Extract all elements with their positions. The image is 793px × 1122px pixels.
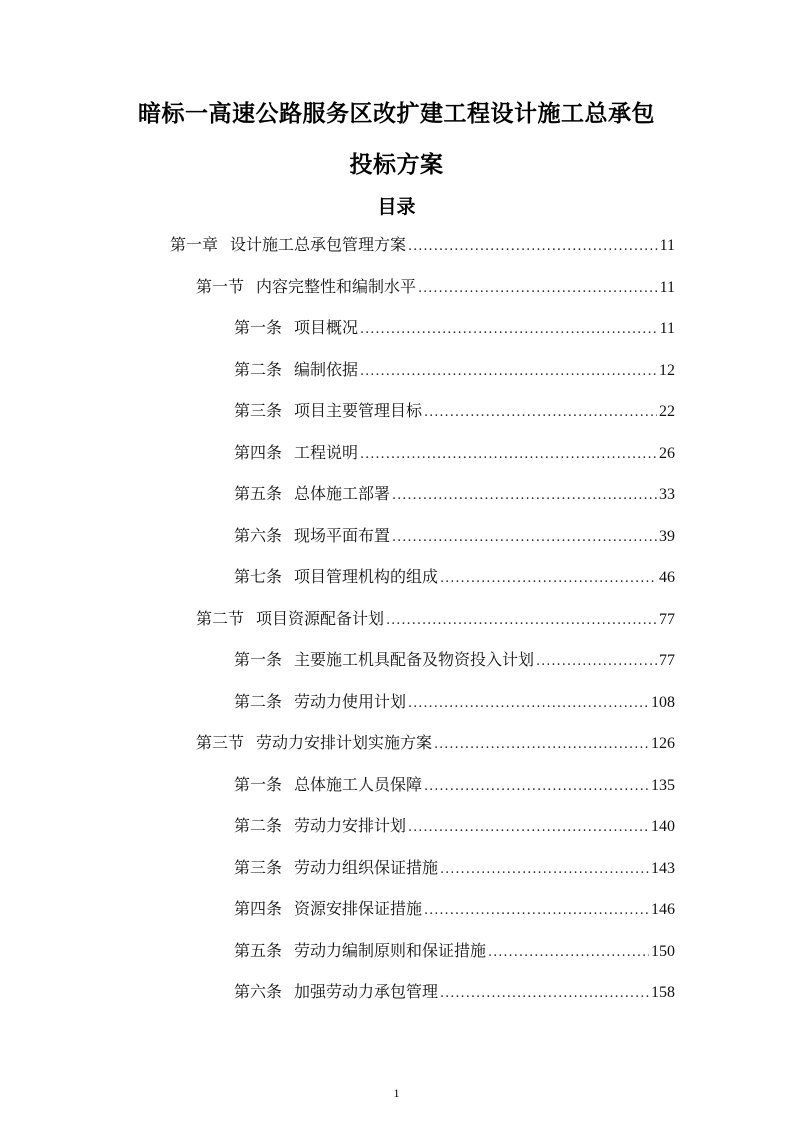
toc-entry-number: 第四条 <box>234 443 283 462</box>
toc-entry-title: 项目管理机构的组成 <box>294 567 439 586</box>
toc-entry-title: 设计施工总承包管理方案 <box>230 235 407 254</box>
toc-entry-title: 劳动力组织保证措施 <box>294 858 439 877</box>
toc-entry-page: 135 <box>651 777 675 794</box>
toc-entry-page: 150 <box>651 943 675 960</box>
toc-entry[interactable] <box>234 358 675 382</box>
toc-dot-leader <box>434 733 649 757</box>
toc-entry-title: 总体施工部署 <box>294 484 391 503</box>
toc-dot-leader <box>392 526 657 550</box>
toc-entry-number: 第二节 <box>196 609 245 628</box>
toc-entry-page: 46 <box>659 569 675 586</box>
toc-entry[interactable] <box>234 399 675 423</box>
toc-entry-title: 劳动力安排计划实施方案 <box>256 733 433 752</box>
toc-entry-number: 第一节 <box>196 277 245 296</box>
toc-entry-page: 12 <box>659 362 675 379</box>
toc-entry-page: 126 <box>651 735 675 752</box>
toc-dot-leader <box>360 318 658 342</box>
toc-heading: 目录 <box>377 196 416 218</box>
toc-entry-number: 第一章 <box>170 235 219 254</box>
toc-entry-page: 140 <box>651 818 675 835</box>
toc-entry-number: 第六条 <box>234 526 283 545</box>
toc-entry-number: 第一条 <box>234 650 283 669</box>
toc-entry-number: 第三条 <box>234 858 283 877</box>
toc-entry-page: 22 <box>659 403 675 420</box>
toc-entry-title: 现场平面布置 <box>294 526 391 545</box>
toc-entry-number: 第二条 <box>234 692 283 711</box>
toc-entry[interactable] <box>196 731 675 755</box>
toc-entry-number: 第三节 <box>196 733 245 752</box>
toc-entry[interactable] <box>234 980 675 1004</box>
toc-dot-leader <box>440 858 649 882</box>
toc-dot-leader <box>408 692 649 716</box>
toc-entry-page: 77 <box>659 652 675 669</box>
toc-entry-title: 劳动力安排计划 <box>294 816 407 835</box>
toc-dot-leader <box>360 360 657 384</box>
toc-entry-number: 第二条 <box>234 360 283 379</box>
toc-entry-page: 143 <box>651 860 675 877</box>
toc-entry-number: 第一条 <box>234 318 283 337</box>
toc-entry-page: 77 <box>659 611 675 628</box>
toc-entry-page: 33 <box>659 486 675 503</box>
toc-entry[interactable] <box>234 482 675 506</box>
toc-entry[interactable] <box>234 441 675 465</box>
toc-entry-number: 第七条 <box>234 567 283 586</box>
toc-entry-title: 劳动力编制原则和保证措施 <box>294 941 487 960</box>
toc-entry[interactable] <box>170 233 675 257</box>
toc-entry-number: 第五条 <box>234 941 283 960</box>
toc-entry-number: 第三条 <box>234 401 283 420</box>
toc-entry-number: 第二条 <box>234 816 283 835</box>
toc-entry-page: 11 <box>659 320 675 337</box>
toc-dot-leader <box>424 899 649 923</box>
toc-dot-leader <box>424 401 657 425</box>
toc-dot-leader <box>408 235 658 259</box>
toc-entry-page: 39 <box>659 528 675 545</box>
document-title-line-1: 暗标一高速公路服务区改扩建工程设计施工总承包 <box>138 101 655 127</box>
toc-entry[interactable] <box>234 690 675 714</box>
toc-dot-leader <box>386 609 657 633</box>
toc-entry-number: 第五条 <box>234 484 283 503</box>
toc-entry-page: 108 <box>651 694 675 711</box>
toc-entry-title: 主要施工机具配备及物资投入计划 <box>294 650 535 669</box>
toc-entry-title: 加强劳动力承包管理 <box>294 982 439 1001</box>
toc-entry[interactable] <box>234 524 675 548</box>
toc-dot-leader <box>488 941 649 965</box>
toc-entry-page: 11 <box>659 237 675 254</box>
page-number: 1 <box>393 1086 400 1100</box>
toc-dot-leader <box>408 816 649 840</box>
toc-entry-title: 项目概况 <box>294 318 359 337</box>
toc-entry[interactable] <box>234 856 675 880</box>
toc-entry-title: 总体施工人员保障 <box>294 775 423 794</box>
toc-dot-leader <box>440 567 657 591</box>
toc-entry-title: 项目主要管理目标 <box>294 401 423 420</box>
toc-dot-leader <box>392 484 657 508</box>
toc-entry-number: 第六条 <box>234 982 283 1001</box>
toc-entry-title: 内容完整性和编制水平 <box>256 277 417 296</box>
toc-dot-leader <box>440 982 649 1006</box>
toc-entry[interactable] <box>234 565 675 589</box>
toc-entry-number: 第一条 <box>234 775 283 794</box>
toc-dot-leader <box>360 443 657 467</box>
toc-entry[interactable] <box>196 275 675 299</box>
document-title-line-2: 投标方案 <box>349 152 444 178</box>
toc-entry-title: 工程说明 <box>294 443 359 462</box>
toc-entry-page: 146 <box>651 901 675 918</box>
toc-entry-title: 项目资源配备计划 <box>256 609 385 628</box>
toc-entry[interactable] <box>234 939 675 963</box>
toc-dot-leader <box>536 650 657 674</box>
toc-entry[interactable] <box>234 648 675 672</box>
toc-entry[interactable] <box>234 814 675 838</box>
toc-entry-title: 劳动力使用计划 <box>294 692 407 711</box>
toc-entry-page: 158 <box>651 984 675 1001</box>
toc-entry[interactable] <box>234 897 675 921</box>
toc-entry[interactable] <box>234 773 675 797</box>
toc-dot-leader <box>424 775 649 799</box>
toc-entry-number: 第四条 <box>234 899 283 918</box>
toc-entry-title: 编制依据 <box>294 360 359 379</box>
toc-entry[interactable] <box>196 607 675 631</box>
toc-entry-page: 26 <box>659 445 675 462</box>
toc-entry-page: 11 <box>659 279 675 296</box>
toc-entry[interactable] <box>234 316 675 340</box>
toc-dot-leader <box>418 277 658 301</box>
toc-entry-title: 资源安排保证措施 <box>294 899 423 918</box>
